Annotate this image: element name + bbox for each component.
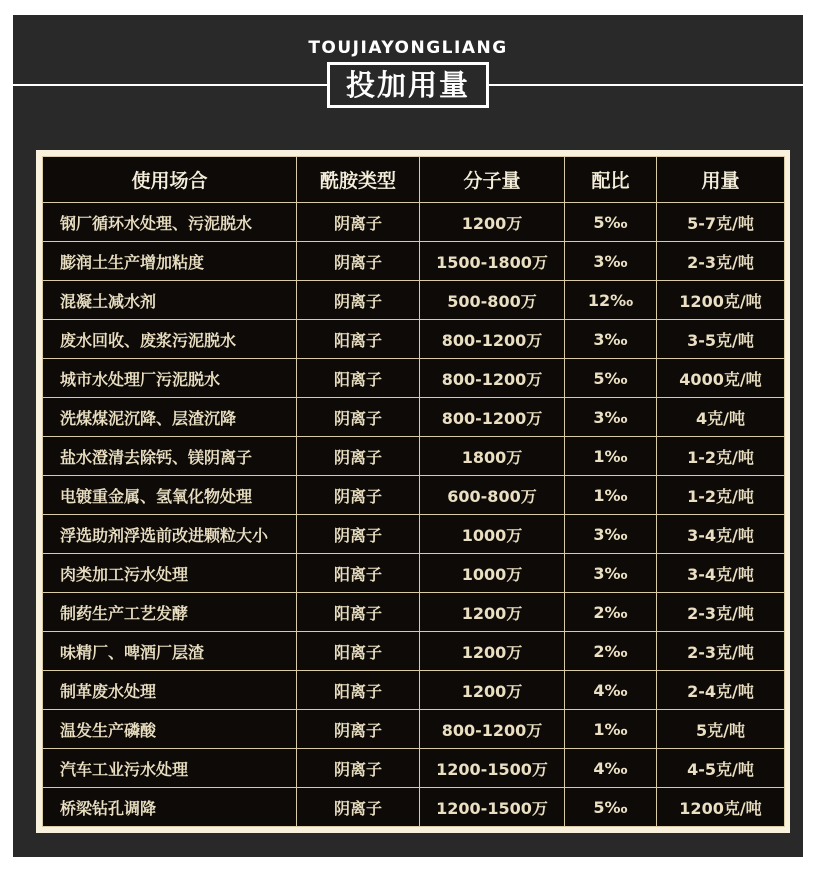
- promo-panel: [13, 15, 803, 857]
- table-cell: 1200万: [420, 632, 565, 671]
- table-row: [43, 398, 785, 437]
- table-cell: 城市水处理厂污泥脱水: [43, 359, 297, 398]
- table-cell: 2-3克/吨: [657, 632, 785, 671]
- table-cell: 阳离子: [297, 359, 420, 398]
- table-cell: 600-800万: [420, 476, 565, 515]
- table-cell: 膨润土生产增加粘度: [43, 242, 297, 281]
- table-row: [43, 632, 785, 671]
- table-cell: 5-7克/吨: [657, 203, 785, 242]
- table-cell: 2-4克/吨: [657, 671, 785, 710]
- table-row: [43, 788, 785, 827]
- table-cell: 1200万: [420, 203, 565, 242]
- table-cell: 5‰: [565, 203, 657, 242]
- table-cell: 肉类加工污水处理: [43, 554, 297, 593]
- table-cell: 阴离子: [297, 515, 420, 554]
- table-cell: 钢厂循环水处理、污泥脱水: [43, 203, 297, 242]
- brand-text: TOUJIAYONGLIANG: [308, 38, 508, 58]
- table-cell: 2‰: [565, 632, 657, 671]
- table-cell: 汽车工业污水处理: [43, 749, 297, 788]
- table-cell: 800-1200万: [420, 710, 565, 749]
- table-cell: 500-800万: [420, 281, 565, 320]
- table-row: [43, 749, 785, 788]
- header-cell: 分子量: [420, 157, 565, 203]
- table-cell: 阴离子: [297, 749, 420, 788]
- table-cell: 阳离子: [297, 671, 420, 710]
- table-cell: 阴离子: [297, 710, 420, 749]
- table-cell: 盐水澄清去除钙、镁阴离子: [43, 437, 297, 476]
- table-cell: 电镀重金属、氢氧化物处理: [43, 476, 297, 515]
- table-cell: 1500-1800万: [420, 242, 565, 281]
- section-title: 投加用量: [345, 68, 471, 102]
- header-cell: 使用场合: [43, 157, 297, 203]
- table-cell: 阴离子: [297, 476, 420, 515]
- table-cell: 阴离子: [297, 281, 420, 320]
- table-cell: 4‰: [565, 749, 657, 788]
- table-cell: 1200万: [420, 593, 565, 632]
- table-row: [43, 359, 785, 398]
- table-row: [43, 476, 785, 515]
- dosage-table-frame: [36, 150, 790, 833]
- table-row: [43, 437, 785, 476]
- table-cell: 4000克/吨: [657, 359, 785, 398]
- table-cell: 阴离子: [297, 788, 420, 827]
- table-cell: 阴离子: [297, 398, 420, 437]
- header-cell: 配比: [565, 157, 657, 203]
- table-row: [43, 281, 785, 320]
- table-cell: 1200-1500万: [420, 788, 565, 827]
- table-row: [43, 515, 785, 554]
- table-cell: 5克/吨: [657, 710, 785, 749]
- table-cell: 800-1200万: [420, 398, 565, 437]
- table-cell: 3‰: [565, 320, 657, 359]
- table-cell: 阴离子: [297, 242, 420, 281]
- table-cell: 浮选助剂浮选前改进颗粒大小: [43, 515, 297, 554]
- table-cell: 800-1200万: [420, 359, 565, 398]
- table-row: [43, 593, 785, 632]
- table-header-row: [43, 157, 785, 203]
- table-row: [43, 320, 785, 359]
- table-cell: 1800万: [420, 437, 565, 476]
- table-cell: 废水回收、废浆污泥脱水: [43, 320, 297, 359]
- table-cell: 1200克/吨: [657, 281, 785, 320]
- table-row: [43, 671, 785, 710]
- table-cell: 味精厂、啤酒厂层渣: [43, 632, 297, 671]
- table-cell: 1200-1500万: [420, 749, 565, 788]
- table-cell: 1200克/吨: [657, 788, 785, 827]
- table-cell: 阳离子: [297, 632, 420, 671]
- table-cell: 阳离子: [297, 554, 420, 593]
- table-cell: 5‰: [565, 359, 657, 398]
- table-cell: 2-3克/吨: [657, 242, 785, 281]
- table-cell: 1200万: [420, 671, 565, 710]
- table-cell: 800-1200万: [420, 320, 565, 359]
- table-cell: 4-5克/吨: [657, 749, 785, 788]
- table-cell: 制革废水处理: [43, 671, 297, 710]
- table-row: [43, 554, 785, 593]
- table-cell: 1‰: [565, 437, 657, 476]
- table-cell: 3-5克/吨: [657, 320, 785, 359]
- table-row: [43, 710, 785, 749]
- table-cell: 3‰: [565, 554, 657, 593]
- table-cell: 阴离子: [297, 203, 420, 242]
- table-cell: 12‰: [565, 281, 657, 320]
- section-title-box: [327, 62, 489, 108]
- table-cell: 1-2克/吨: [657, 476, 785, 515]
- table-cell: 2-3克/吨: [657, 593, 785, 632]
- table-cell: 阳离子: [297, 593, 420, 632]
- table-cell: 阴离子: [297, 437, 420, 476]
- table-cell: 温发生产磷酸: [43, 710, 297, 749]
- table-cell: 1000万: [420, 554, 565, 593]
- table-cell: 洗煤煤泥沉降、层渣沉降: [43, 398, 297, 437]
- table-row: [43, 203, 785, 242]
- table-cell: 桥梁钻孔调降: [43, 788, 297, 827]
- table-cell: 4克/吨: [657, 398, 785, 437]
- table-cell: 1‰: [565, 710, 657, 749]
- table-cell: 3‰: [565, 515, 657, 554]
- table-body: [43, 203, 785, 827]
- table-cell: 制药生产工艺发酵: [43, 593, 297, 632]
- header-cell: 用量: [657, 157, 785, 203]
- table-cell: 5‰: [565, 788, 657, 827]
- table-row: [43, 242, 785, 281]
- table-cell: 3‰: [565, 242, 657, 281]
- table-cell: 4‰: [565, 671, 657, 710]
- table-cell: 2‰: [565, 593, 657, 632]
- table-cell: 1-2克/吨: [657, 437, 785, 476]
- table-cell: 1‰: [565, 476, 657, 515]
- dosage-table: [42, 156, 785, 827]
- table-cell: 3‰: [565, 398, 657, 437]
- table-cell: 1000万: [420, 515, 565, 554]
- table-cell: 3-4克/吨: [657, 515, 785, 554]
- header-cell: 酰胺类型: [297, 157, 420, 203]
- table-cell: 3-4克/吨: [657, 554, 785, 593]
- table-cell: 阳离子: [297, 320, 420, 359]
- table-cell: 混凝土减水剂: [43, 281, 297, 320]
